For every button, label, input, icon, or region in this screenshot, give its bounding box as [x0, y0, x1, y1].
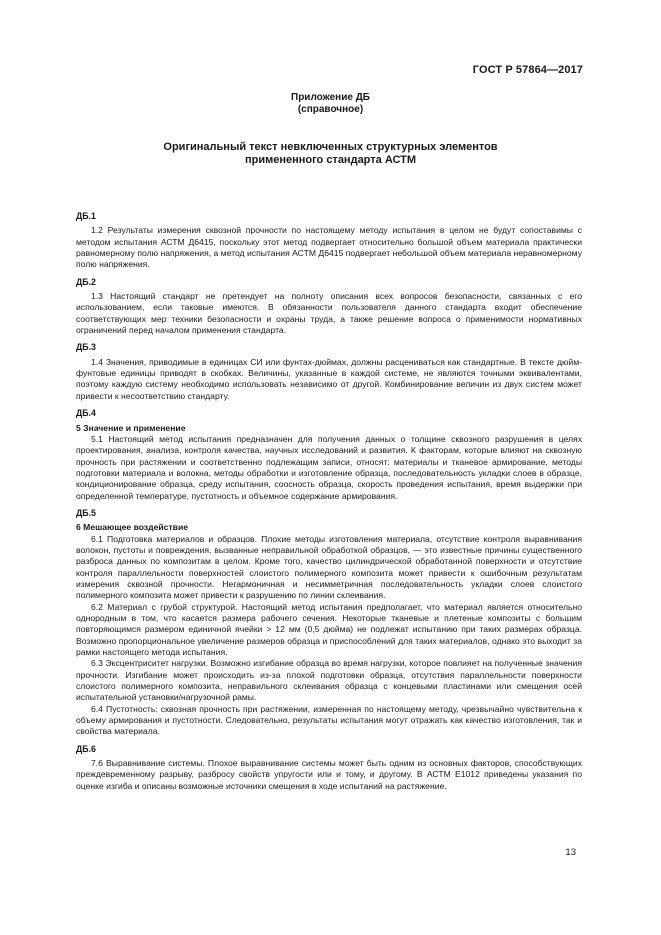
title-line-1: Оригинальный текст невключенных структурных элементов	[163, 141, 498, 153]
appendix-type: (справочное)	[297, 104, 364, 115]
section-heading: ДБ.2	[76, 276, 96, 287]
section-subheading: 5 Значение и применение	[76, 422, 186, 433]
document-body	[76, 211, 582, 798]
section-heading: ДБ.3	[76, 342, 96, 353]
appendix-title	[0, 141, 661, 167]
paragraph: 6.3 Эксцентриситет нагрузки. Возможно изгибание образца во время нагрузки, которое повлияет на полученные значения прочности. Изгибание может происходить из-за плохой подготовки образца, отсутствия параллельности поверхности слоистого полимерного композита, неправильного склеивания образца с концевыми пластинами или смещения осей испытательной установки/нагрузочной рамы.	[76, 658, 582, 703]
section-heading: ДБ.1	[76, 211, 96, 221]
section-db3	[76, 342, 582, 402]
paragraph: 6.1 Подготовка материалов и образцов. Плохие методы изготовления материала, отсутствие контроля выравнивания волокон, пустоты и повреждения, вызванные неправильной обработкой образцов, — это известные причины существенного разброса данных по композитам в целом. Кроме того, качество цилиндрической обработанной поверхности и отсутствие контроля параллельности поверхностей слоистого полимерного композита может привести к ошибочным результатам измерения сквозной прочности. Негармоничная и несимметричная последовательность укладки слоев слоистого полимерного композита может привести к разрушению по линии склеивания.	[76, 533, 582, 601]
title-line-2: примененного стандарта АСТМ	[244, 154, 417, 166]
section-heading: ДБ.6	[76, 743, 96, 754]
section-heading: ДБ.5	[76, 507, 96, 518]
appendix-heading	[0, 92, 661, 116]
document-code: ГОСТ Р 57864—2017	[472, 64, 583, 76]
paragraph: 1.2 Результаты измерения сквозной прочности по настоящему методу испытания в целом не будут сопоставимы с методом испытания АСТМ Д6415, поскольку этот метод подвергает относительно большой объем материала практически равномерному полю напряжения, а метод испытания АСТМ Д6415 подвергает небольшой объем материала неравномерному полю напряжения.	[76, 225, 582, 270]
paragraph: 7.6 Выравнивание системы. Плохое выравнивание системы может быть одним из основных факторов, способствующих преждевременному разрыву, разбросу свойств упругости или и тому, и другому. В АСТМ Е1012 приведены указания по оценке изгиба и описаны возможные источники смещения в ходе испытаний на растяжение.	[76, 758, 582, 791]
paragraph: 6.4 Пустотность: сквозная прочность при растяжении, измеренная по настоящему методу, чрезвычайно чувствительна к объему армирования и пустотности. Следовательно, результаты испытания могут отражать как качество изготовления, так и свойства материала.	[76, 703, 582, 737]
section-subheading: 6 Мешающее воздействие	[76, 522, 189, 533]
section-heading: ДБ.4	[76, 408, 96, 419]
paragraph: 1.3 Настоящий стандарт не претендует на полноту описания всех вопросов безопасности, связанных с его использованием, если таковые имеются. В обязанности пользователя данного стандарта входит обеспечение соответствующих мер техники безопасности и охраны труда, а также решение вопроса о применимости нормативных ограничений перед началом применения стандарта.	[76, 291, 582, 336]
section-db5	[76, 508, 582, 738]
section-db2	[76, 277, 582, 337]
section-db6	[76, 744, 582, 792]
paragraph: 5.1 Настоящий метод испытания предназначен для получения данных о толщине сквозного разрушения в целях проектирования, анализа, контроля качества, научных исследований и развития. К факторам, которые влияют на сквозную прочность при растяжении и соответственно подлежащим записи, относят: материалы и тканевое армирование, методы подготовки материала и волокна, методы обработки и изготовление образца, последовательность укладки слоев в образце, кондиционирование образца, среду испытания, соосность образца, скорость проведения испытания, время выдержки при определенной температуре, пустотность и объемное содержание армирования.	[76, 433, 582, 501]
appendix-label: Приложение ДБ	[291, 92, 370, 103]
section-db1	[76, 211, 582, 271]
section-db4	[76, 408, 582, 502]
paragraph: 6.2 Материал с грубой структурой. Настоящий метод испытания предполагает, что материал является относительно однородным в том, что касается размера рабочего сечения. Некоторые тканевые и плетеные композиты с большим повторяющимся размером единичной ячейки > 12 мм (0,5 дюйма) не подлежат испытанию при таких размерах образца. Возможно пропорциональное увеличение размеров образца и приспособлений для таких материалов, однако это выходит за рамки настоящего метода испытания.	[76, 601, 582, 658]
page-number: 13	[565, 847, 576, 858]
paragraph: 1.4 Значения, приводимые в единицах СИ или фунтах-дюймах, должны расцениваться как стандартные. В тексте дюйм-фунтовые единицы приводят в скобках. Величины, указанные в каждой системе, не являются точными эквивалентами, поэтому каждую систему необходимо использовать независимо от другой. Комбинирование величин из двух систем может привести к несоответствию стандарту.	[76, 356, 582, 401]
